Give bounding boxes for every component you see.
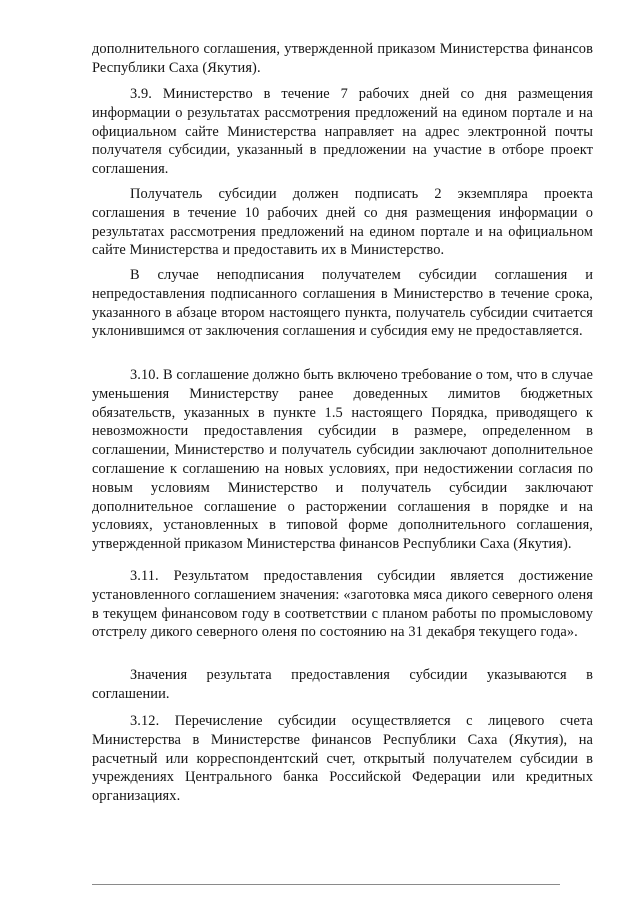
paragraph-text: В случае неподписания получателем субсидии соглашения и непредоставления подписанного соглашения в Министерство в течение срока, указанного в абзаце втором настоящего пункта, получатель субсидии считается уклонившимся от заключения соглашения и субсидия ему не предоставляется. <box>92 267 593 340</box>
paragraph-text: Значения результата предоставления субсидии указываются в соглашении. <box>92 667 593 702</box>
paragraph-signing-deadline <box>92 185 593 260</box>
paragraph-3-12 <box>92 712 593 806</box>
paragraph-result-values <box>92 666 593 704</box>
paragraph-text: 3.12. Перечисление субсидии осуществляется с лицевого счета Министерства в Министерстве финансов Республики Саха (Якутия), на расчетный или корреспондентский счет, открытый получателем субсидии в учреждениях Центрального банка Российской Федерации или кредитных организациях. <box>92 713 593 805</box>
paragraph-non-signing <box>92 266 593 341</box>
paragraph-text: Получатель субсидии должен подписать 2 экземпляра проекта соглашения в течение 10 рабочих дней со дня размещения информации о результатах рассмотрения предложений на едином портале и на официальном сайте Министерства и предоставить их в Министерство. <box>92 186 593 259</box>
paragraph-continuation <box>92 40 593 78</box>
paragraph-text: 3.10. В соглашение должно быть включено требование о том, что в случае уменьшения Министерству ранее доведенных лимитов бюджетных обязательств, указанных в пункте 1.5 настоящего Порядка, приводящего к невозможности предоставления субсидии в размере, определенном в соглашении, Министерство и получатель субсидии заключают дополнительное соглашение к соглашению на новых условиях, при недостижении согласия по новым условиям Министерство и получатель субсидии заключают дополнительное соглашение о расторжении соглашения в порядке и на условиях, установленных в типовой форме дополнительного соглашения, утвержденной приказом Министерства финансов Республики Саха (Якутия). <box>92 367 593 553</box>
footer-divider <box>92 884 560 885</box>
paragraph-3-10 <box>92 366 593 554</box>
paragraph-text: 3.11. Результатом предоставления субсидии является достижение установленного соглашением значения: «заготовка мяса дикого северного оленя в текущем финансовом году в соответствии с планом работы по промысловому отстрелу дикого северного оленя по состоянию на 31 декабря текущего года». <box>92 568 593 641</box>
paragraph-3-9 <box>92 85 593 179</box>
paragraph-text: 3.9. Министерство в течение 7 рабочих дней со дня размещения информации о результатах рассмотрения предложений на едином портале и на официальном сайте Министерства направляет на адрес электронной почты получателя субсидии, указанный в предложении на участие в отборе проект соглашения. <box>92 86 593 178</box>
paragraph-text: дополнительного соглашения, утвержденной приказом Министерства финансов Республики Саха (Якутия). <box>92 41 593 76</box>
paragraph-3-11 <box>92 567 593 642</box>
